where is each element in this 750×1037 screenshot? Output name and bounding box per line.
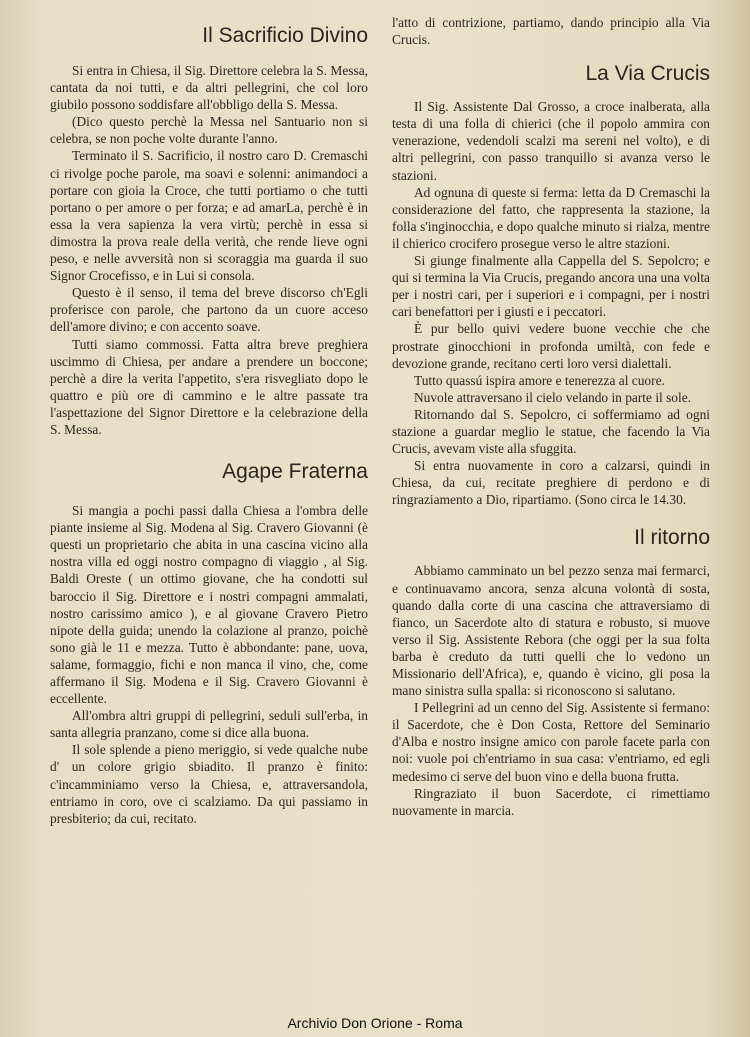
paragraph-viacrucis-2: Ad ognuna di queste si ferma: letta da D Cremaschi la considerazione del fatto, che rappresenta la stazione, la folla s'inginocchia, e dopo qualche minuto si rialza, mentre il chierico crocifero prosegue verso le altre stazioni. [392, 184, 710, 251]
paragraph-agape-3: Il sole splende a pieno meriggio, si vede qualche nube d' un colore grigio sbiadito. Il pranzo è finito: c'incamminiamo verso la Chiesa, e, attraversandola, entriamo in coro, ove ci scalziamo. Da qui passiamo in presbiterio; da cui, recitato. [50, 742, 368, 826]
archive-footer: Archivio Don Orione - Roma [287, 1015, 463, 1031]
paragraph-viacrucis-4: È pur bello quivi vedere buone vecchie che che prostrate ginocchioni in profonda umiltà, con fede e devozione grande, recitano certi loro versi dialettali. [392, 321, 710, 371]
section-title-sacrificio-divino: Il Sacrificio Divino [202, 24, 368, 47]
left-column [50, 14, 368, 827]
paragraph-sacrificio-4: Questo è il senso, il tema del breve discorso ch'Egli proferisce con parole, che partono da un cuore acceso dell'amore divino; e con accento soave. [50, 285, 368, 335]
right-column [392, 14, 710, 819]
paragraph-viacrucis-8: Si entra nuovamente in coro a calzarsi, quindi in Chiesa, da cui, recitate preghiere di perdono e di ringraziamento a Dio, ripartiamo. (Sono circa le 14.30. [392, 458, 710, 508]
paragraph-ritorno-2: I Pellegrini ad un cenno del Sig. Assistente si fermano: il Sacerdote, che è Don Costa, Rettore del Seminario d'Alba e nostro insigne amico con parole facete parla con noi: vuole poi ch'entriamo in sua casa: v'entriamo, ed egli medesimo ci serve del buon vino e della buona frutta. [392, 700, 710, 784]
paragraph-ritorno-3: Ringraziato il buon Sacerdote, ci rimettiamo nuovamente in marcia. [392, 785, 710, 818]
paragraph-sacrificio-5: Tutti siamo commossi. Fatta altra breve preghiera uscimmo di Chiesa, per andare a prendere un boccone; perchè a dire la verita l'appetito, s'era risvegliato dopo le quattro e più ore di cammino e le altre passate tra l'aspettazione del Signor Direttore e la celebrazione della S. Messa. [50, 336, 368, 437]
section-title-agape-fraterna: Agape Fraterna [222, 460, 368, 484]
paragraph-viacrucis-6: Nuvole attraversano il cielo velando in parte il sole. [414, 389, 692, 405]
paragraph-viacrucis-1: Il Sig. Assistente Dal Grosso, a croce inalberata, alla testa di una folla di chierici (che il popolo ammira con venerazione, vedendoli scalzi ma sereni nel volto), e di altri pellegrini, con passo tranquillo si avanza verso le stazioni. [392, 99, 710, 183]
paragraph-sacrificio-3: Terminato il S. Sacrificio, il nostro caro D. Cremaschi ci rivolge poche parole, ma soavi e solenni: animandoci a portare con gioia la Croce, che tutti portiamo o che tutti portano o per amore o per forza; e ad amarLa, perchè è in essa la vera sapienza la vera virtù; perchè in essa si dimostra la prova reale della verità, che rende lieve ogni peso, e nelle avversità non si scoraggia ma guarda il suo Signor Crocefisso, e in Lui si consola. [50, 148, 368, 284]
paragraph-viacrucis-5: Tutto quassú ispira amore e tenerezza al cuore. [414, 372, 665, 388]
paragraph-viacrucis-7: Ritornando dal S. Sepolcro, ci soffermiamo ad ogni stazione a guardar meglio le statue, che facendo la Via Crucis, avevam viste alla sfuggita. [392, 406, 710, 457]
paragraph-ritorno-1: Abbiamo camminato un bel pezzo senza mai fermarci, e continuavamo ancora, senza alcuna volontà di sosta, quando dalla corte di una cascina che attraversiamo di fianco, un Sacerdote alto di statura e robusto, si muove verso il Sig. Assistente Rebora (che oggi per la sua folta barba è creduto da tutti quelli che lo vedono un Missionario dell'Africa), e, quando è vicino, gli posa la mano sinistra sulla spalla: si riconoscono si salutano. [392, 563, 710, 699]
section-title-via-crucis: La Via Crucis [585, 62, 710, 86]
paragraph-sacrificio-1: Si entra in Chiesa, il Sig. Direttore celebra la S. Messa, cantata da noi tutti, e da altri pellegrini, che col loro giubilo possono soddisfare all'obbligo della S. Messa. [50, 63, 368, 113]
section-title-il-ritorno: Il ritorno [634, 526, 710, 550]
paragraph-viacrucis-3: Si giunge finalmente alla Cappella del S. Sepolcro; e qui si termina la Via Crucis, pregando ancora una una volta per i nostri cari, per i superiori e i compagni, per i nostri cari benefattori per i giusti e i peccatori. [392, 253, 710, 320]
paragraph-agape-1: Si mangia a pochi passi dalla Chiesa a l'ombra delle piante insieme al Sig. Modena al Sig. Cravero Giovanni (è questi un proprietario che abita in una cascina vicino alla nostra villa ed oggi nostro compagno di viaggio , al Sig. Baldi Oreste ( un ottimo giovane, che ha condotti sul baroccio il Sig. Direttore e i nostri compagni ammalati, nostro carissimo amico ), e al giovane Cravero Pietro nipote della guida; unendo la colazione al pranzo, poichè sono già le 11 e mezza. Tutto è abbondante: pane, uova, salame, formaggio, fichi e non manca il vino, che, come affermano il Sig. Modena e il Sig. Cravero Giovanni è eccellente. [50, 503, 368, 707]
paragraph-agape-2: All'ombra altri gruppi di pellegrini, seduli sull'erba, in santa allegria pranzano, come si dice alla buona. [50, 708, 368, 741]
paragraph-continuation: l'atto di contrizione, partiamo, dando principio alla Via Crucis. [392, 15, 710, 48]
paragraph-sacrificio-2: (Dico questo perchè la Messa nel Santuario non si celebra, se non poche volte durante l'anno. [50, 114, 368, 147]
